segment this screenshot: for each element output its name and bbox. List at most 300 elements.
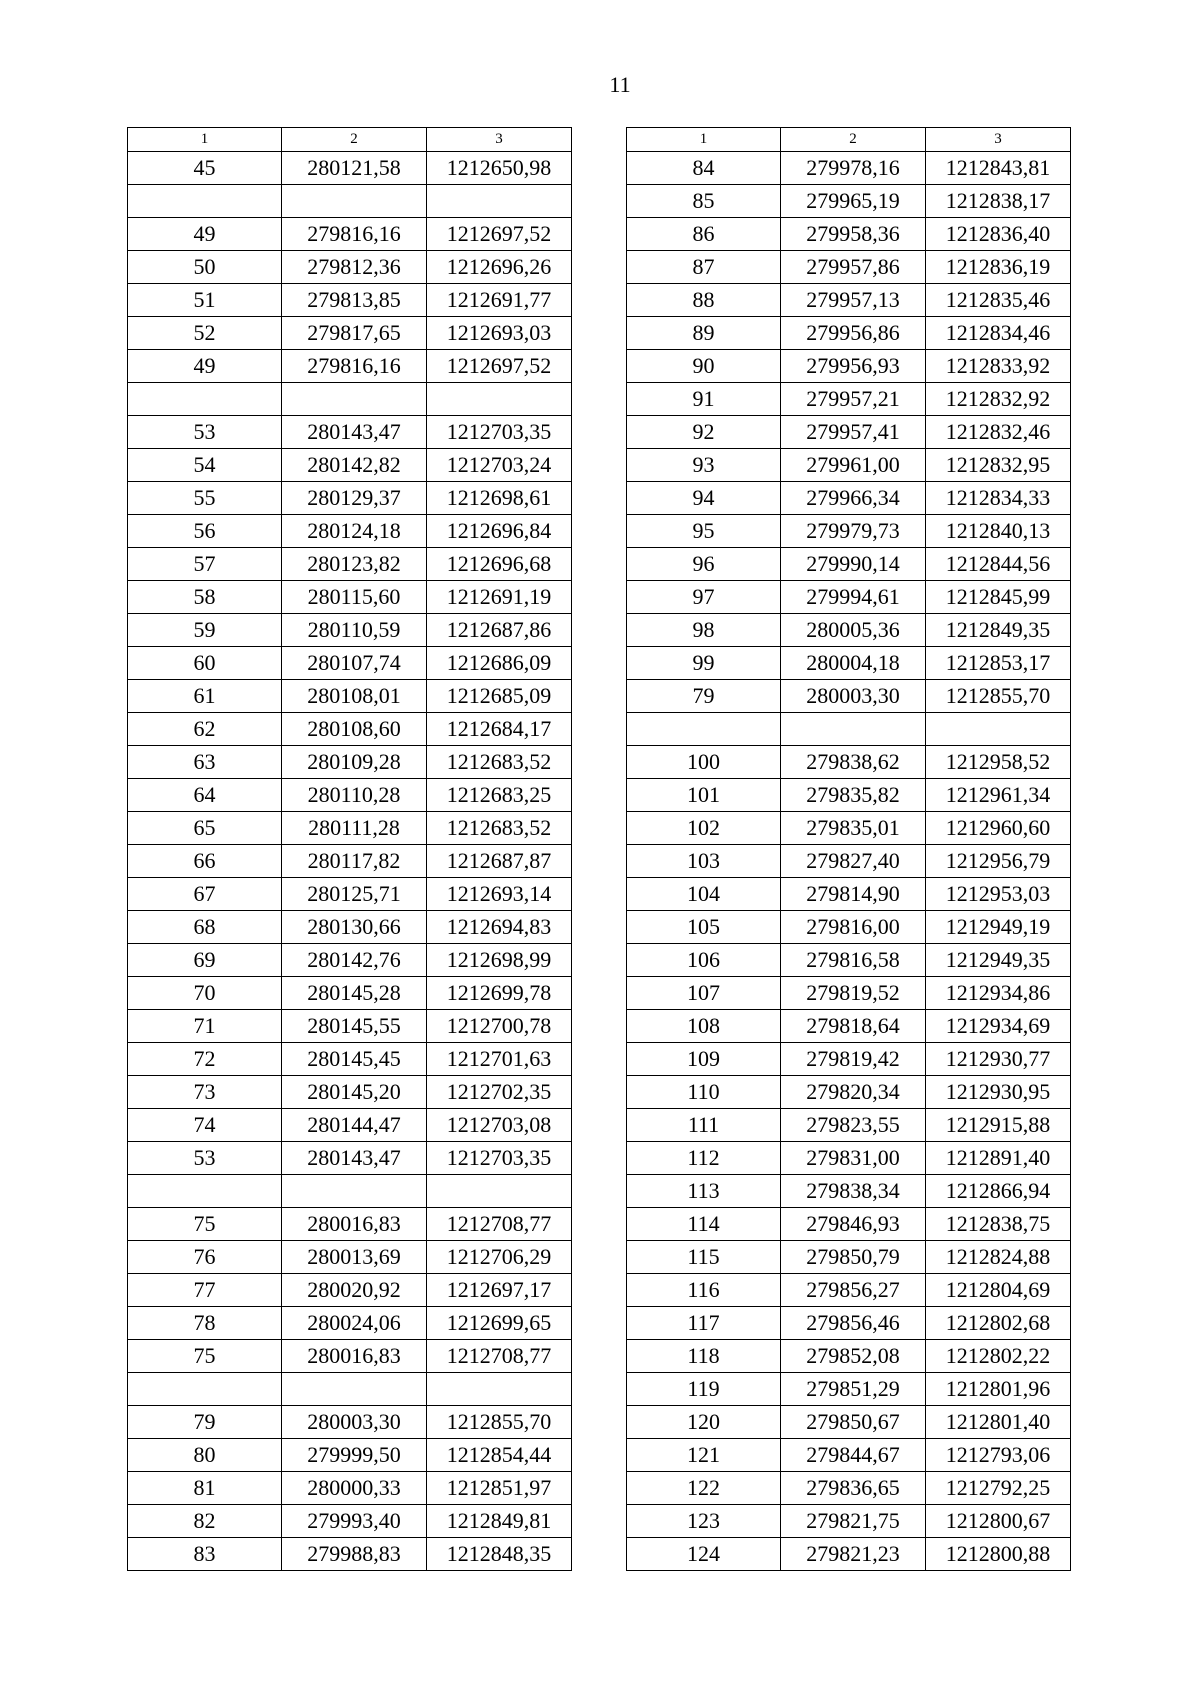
point-number-cell: 58 bbox=[128, 581, 282, 614]
point-number-cell: 52 bbox=[128, 317, 282, 350]
y-coordinate-cell: 1212835,46 bbox=[926, 284, 1071, 317]
table-row bbox=[627, 1241, 1071, 1274]
point-number-cell: 121 bbox=[627, 1439, 781, 1472]
x-coordinate-cell: 280111,28 bbox=[282, 812, 427, 845]
point-number-cell: 78 bbox=[128, 1307, 282, 1340]
x-coordinate-cell: 280110,59 bbox=[282, 614, 427, 647]
x-coordinate-cell: 279856,46 bbox=[781, 1307, 926, 1340]
table-row bbox=[128, 218, 572, 251]
x-coordinate-cell: 279965,19 bbox=[781, 185, 926, 218]
table-row bbox=[128, 449, 572, 482]
x-coordinate-cell: 280109,28 bbox=[282, 746, 427, 779]
x-coordinate-cell: 280125,71 bbox=[282, 878, 427, 911]
point-number-cell: 101 bbox=[627, 779, 781, 812]
x-coordinate-cell: 279838,34 bbox=[781, 1175, 926, 1208]
y-coordinate-cell: 1212800,67 bbox=[926, 1505, 1071, 1538]
page-number: 11 bbox=[609, 72, 631, 97]
table-row bbox=[627, 1538, 1071, 1571]
table-row bbox=[128, 185, 572, 218]
coordinates-table-left bbox=[127, 127, 572, 1571]
y-coordinate-cell: 1212708,77 bbox=[427, 1208, 572, 1241]
y-coordinate-cell: 1212824,88 bbox=[926, 1241, 1071, 1274]
y-coordinate-cell: 1212845,99 bbox=[926, 581, 1071, 614]
y-coordinate-cell: 1212934,86 bbox=[926, 977, 1071, 1010]
point-number-cell: 50 bbox=[128, 251, 282, 284]
point-number-cell bbox=[128, 185, 282, 218]
table-row bbox=[128, 1307, 572, 1340]
y-coordinate-cell: 1212832,46 bbox=[926, 416, 1071, 449]
point-number-cell: 91 bbox=[627, 383, 781, 416]
x-coordinate-cell: 279827,40 bbox=[781, 845, 926, 878]
table-row bbox=[128, 515, 572, 548]
table-row bbox=[128, 977, 572, 1010]
table-row bbox=[128, 284, 572, 317]
point-number-cell: 67 bbox=[128, 878, 282, 911]
y-coordinate-cell: 1212698,61 bbox=[427, 482, 572, 515]
point-number-cell: 75 bbox=[128, 1340, 282, 1373]
y-coordinate-cell: 1212792,25 bbox=[926, 1472, 1071, 1505]
y-coordinate-cell: 1212838,75 bbox=[926, 1208, 1071, 1241]
y-coordinate-cell: 1212685,09 bbox=[427, 680, 572, 713]
point-number-cell: 55 bbox=[128, 482, 282, 515]
table-row bbox=[627, 515, 1071, 548]
table-row bbox=[128, 251, 572, 284]
point-number-cell: 76 bbox=[128, 1241, 282, 1274]
point-number-cell: 69 bbox=[128, 944, 282, 977]
point-number-cell: 53 bbox=[128, 1142, 282, 1175]
y-coordinate-cell: 1212691,19 bbox=[427, 581, 572, 614]
table-row bbox=[627, 1406, 1071, 1439]
point-number-cell: 66 bbox=[128, 845, 282, 878]
x-coordinate-cell: 280115,60 bbox=[282, 581, 427, 614]
table-row bbox=[627, 1109, 1071, 1142]
x-coordinate-cell: 279856,27 bbox=[781, 1274, 926, 1307]
x-coordinate-cell: 279814,90 bbox=[781, 878, 926, 911]
y-coordinate-cell: 1212834,46 bbox=[926, 317, 1071, 350]
x-coordinate-cell: 279988,83 bbox=[282, 1538, 427, 1571]
y-coordinate-cell: 1212843,81 bbox=[926, 152, 1071, 185]
point-number-cell: 96 bbox=[627, 548, 781, 581]
point-number-cell: 92 bbox=[627, 416, 781, 449]
table-row bbox=[128, 1472, 572, 1505]
table-row bbox=[627, 416, 1071, 449]
point-number-cell: 75 bbox=[128, 1208, 282, 1241]
point-number-cell bbox=[128, 383, 282, 416]
table-row bbox=[627, 812, 1071, 845]
x-coordinate-cell: 279994,61 bbox=[781, 581, 926, 614]
x-coordinate-cell: 279831,00 bbox=[781, 1142, 926, 1175]
column-header-point: 1 bbox=[627, 128, 781, 152]
table-row bbox=[627, 713, 1071, 746]
y-coordinate-cell: 1212703,35 bbox=[427, 1142, 572, 1175]
point-number-cell: 102 bbox=[627, 812, 781, 845]
table-row bbox=[627, 1274, 1071, 1307]
y-coordinate-cell: 1212699,65 bbox=[427, 1307, 572, 1340]
table-row bbox=[627, 1010, 1071, 1043]
table-row bbox=[128, 614, 572, 647]
y-coordinate-cell: 1212849,81 bbox=[427, 1505, 572, 1538]
point-number-cell: 56 bbox=[128, 515, 282, 548]
x-coordinate-cell: 280020,92 bbox=[282, 1274, 427, 1307]
x-coordinate-cell: 279990,14 bbox=[781, 548, 926, 581]
table-row bbox=[128, 1340, 572, 1373]
x-coordinate-cell: 279816,16 bbox=[282, 218, 427, 251]
point-number-cell: 68 bbox=[128, 911, 282, 944]
x-coordinate-cell: 280117,82 bbox=[282, 845, 427, 878]
table-row bbox=[627, 1076, 1071, 1109]
table-row bbox=[627, 284, 1071, 317]
x-coordinate-cell: 279966,34 bbox=[781, 482, 926, 515]
y-coordinate-cell: 1212683,52 bbox=[427, 812, 572, 845]
table-row bbox=[128, 845, 572, 878]
point-number-cell: 113 bbox=[627, 1175, 781, 1208]
table-row bbox=[128, 1373, 572, 1406]
y-coordinate-cell: 1212802,22 bbox=[926, 1340, 1071, 1373]
column-header-x: 2 bbox=[282, 128, 427, 152]
y-coordinate-cell: 1212697,52 bbox=[427, 350, 572, 383]
y-coordinate-cell: 1212708,77 bbox=[427, 1340, 572, 1373]
point-number-cell: 63 bbox=[128, 746, 282, 779]
x-coordinate-cell: 279956,93 bbox=[781, 350, 926, 383]
table-row bbox=[627, 1043, 1071, 1076]
table-row bbox=[128, 878, 572, 911]
x-coordinate-cell: 280145,45 bbox=[282, 1043, 427, 1076]
y-coordinate-cell: 1212891,40 bbox=[926, 1142, 1071, 1175]
y-coordinate-cell: 1212702,35 bbox=[427, 1076, 572, 1109]
point-number-cell: 60 bbox=[128, 647, 282, 680]
point-number-cell: 90 bbox=[627, 350, 781, 383]
y-coordinate-cell: 1212699,78 bbox=[427, 977, 572, 1010]
column-header-x: 2 bbox=[781, 128, 926, 152]
x-coordinate-cell: 279835,82 bbox=[781, 779, 926, 812]
point-number-cell: 62 bbox=[128, 713, 282, 746]
point-number-cell: 110 bbox=[627, 1076, 781, 1109]
table-row bbox=[128, 1505, 572, 1538]
x-coordinate-cell: 279817,65 bbox=[282, 317, 427, 350]
point-number-cell: 83 bbox=[128, 1538, 282, 1571]
y-coordinate-cell bbox=[427, 1175, 572, 1208]
y-coordinate-cell: 1212700,78 bbox=[427, 1010, 572, 1043]
y-coordinate-cell: 1212840,13 bbox=[926, 515, 1071, 548]
point-number-cell: 81 bbox=[128, 1472, 282, 1505]
point-number-cell: 100 bbox=[627, 746, 781, 779]
y-coordinate-cell: 1212703,35 bbox=[427, 416, 572, 449]
point-number-cell: 123 bbox=[627, 1505, 781, 1538]
table-row bbox=[627, 185, 1071, 218]
y-coordinate-cell: 1212851,97 bbox=[427, 1472, 572, 1505]
y-coordinate-cell: 1212697,52 bbox=[427, 218, 572, 251]
x-coordinate-cell: 279816,00 bbox=[781, 911, 926, 944]
point-number-cell: 74 bbox=[128, 1109, 282, 1142]
y-coordinate-cell: 1212832,92 bbox=[926, 383, 1071, 416]
table-row bbox=[128, 581, 572, 614]
x-coordinate-cell: 279821,23 bbox=[781, 1538, 926, 1571]
table-row bbox=[627, 449, 1071, 482]
x-coordinate-cell: 279978,16 bbox=[781, 152, 926, 185]
point-number-cell: 82 bbox=[128, 1505, 282, 1538]
x-coordinate-cell: 280110,28 bbox=[282, 779, 427, 812]
table-row bbox=[128, 1043, 572, 1076]
point-number-cell: 70 bbox=[128, 977, 282, 1010]
table-row bbox=[128, 779, 572, 812]
point-number-cell: 124 bbox=[627, 1538, 781, 1571]
y-coordinate-cell: 1212958,52 bbox=[926, 746, 1071, 779]
table-row bbox=[128, 383, 572, 416]
table-row bbox=[627, 1340, 1071, 1373]
y-coordinate-cell: 1212855,70 bbox=[926, 680, 1071, 713]
y-coordinate-cell: 1212961,34 bbox=[926, 779, 1071, 812]
table-row bbox=[627, 152, 1071, 185]
y-coordinate-cell: 1212686,09 bbox=[427, 647, 572, 680]
x-coordinate-cell: 279819,42 bbox=[781, 1043, 926, 1076]
column-header-y: 3 bbox=[926, 128, 1071, 152]
y-coordinate-cell: 1212802,68 bbox=[926, 1307, 1071, 1340]
point-number-cell: 99 bbox=[627, 647, 781, 680]
y-coordinate-cell: 1212855,70 bbox=[427, 1406, 572, 1439]
y-coordinate-cell: 1212934,69 bbox=[926, 1010, 1071, 1043]
table-row bbox=[128, 746, 572, 779]
point-number-cell: 85 bbox=[627, 185, 781, 218]
point-number-cell: 53 bbox=[128, 416, 282, 449]
y-coordinate-cell: 1212697,17 bbox=[427, 1274, 572, 1307]
table-row bbox=[128, 1406, 572, 1439]
table-row bbox=[627, 779, 1071, 812]
point-number-cell: 65 bbox=[128, 812, 282, 845]
x-coordinate-cell: 279957,41 bbox=[781, 416, 926, 449]
point-number-cell: 88 bbox=[627, 284, 781, 317]
point-number-cell: 118 bbox=[627, 1340, 781, 1373]
y-coordinate-cell: 1212866,94 bbox=[926, 1175, 1071, 1208]
point-number-cell: 109 bbox=[627, 1043, 781, 1076]
table-row bbox=[627, 1142, 1071, 1175]
y-coordinate-cell bbox=[926, 713, 1071, 746]
table-row bbox=[128, 1208, 572, 1241]
y-coordinate-cell: 1212698,99 bbox=[427, 944, 572, 977]
y-coordinate-cell: 1212694,83 bbox=[427, 911, 572, 944]
y-coordinate-cell: 1212701,63 bbox=[427, 1043, 572, 1076]
y-coordinate-cell: 1212960,60 bbox=[926, 812, 1071, 845]
point-number-cell: 45 bbox=[128, 152, 282, 185]
table-row bbox=[627, 1373, 1071, 1406]
y-coordinate-cell: 1212683,52 bbox=[427, 746, 572, 779]
table-row bbox=[128, 1109, 572, 1142]
x-coordinate-cell: 280108,60 bbox=[282, 713, 427, 746]
table-row bbox=[128, 548, 572, 581]
x-coordinate-cell: 279844,67 bbox=[781, 1439, 926, 1472]
y-coordinate-cell: 1212804,69 bbox=[926, 1274, 1071, 1307]
x-coordinate-cell: 280144,47 bbox=[282, 1109, 427, 1142]
table-row bbox=[128, 1142, 572, 1175]
point-number-cell bbox=[128, 1175, 282, 1208]
point-number-cell: 98 bbox=[627, 614, 781, 647]
y-coordinate-cell: 1212844,56 bbox=[926, 548, 1071, 581]
table-row bbox=[128, 317, 572, 350]
x-coordinate-cell: 280121,58 bbox=[282, 152, 427, 185]
table-row bbox=[627, 680, 1071, 713]
table-row bbox=[128, 416, 572, 449]
x-coordinate-cell: 280004,18 bbox=[781, 647, 926, 680]
y-coordinate-cell: 1212834,33 bbox=[926, 482, 1071, 515]
x-coordinate-cell: 279957,21 bbox=[781, 383, 926, 416]
table-row bbox=[627, 911, 1071, 944]
point-number-cell: 77 bbox=[128, 1274, 282, 1307]
x-coordinate-cell: 280130,66 bbox=[282, 911, 427, 944]
point-number-cell: 95 bbox=[627, 515, 781, 548]
table-row bbox=[627, 350, 1071, 383]
point-number-cell: 87 bbox=[627, 251, 781, 284]
point-number-cell: 119 bbox=[627, 1373, 781, 1406]
y-coordinate-cell: 1212833,92 bbox=[926, 350, 1071, 383]
table-row bbox=[627, 482, 1071, 515]
point-number-cell: 97 bbox=[627, 581, 781, 614]
x-coordinate-cell: 279852,08 bbox=[781, 1340, 926, 1373]
x-coordinate-cell: 279999,50 bbox=[282, 1439, 427, 1472]
table-row bbox=[627, 614, 1071, 647]
y-coordinate-cell: 1212838,17 bbox=[926, 185, 1071, 218]
table-row bbox=[128, 713, 572, 746]
x-coordinate-cell: 280124,18 bbox=[282, 515, 427, 548]
table-row bbox=[627, 251, 1071, 284]
table-row bbox=[128, 1538, 572, 1571]
y-coordinate-cell: 1212683,25 bbox=[427, 779, 572, 812]
table-row bbox=[627, 977, 1071, 1010]
table-row bbox=[128, 911, 572, 944]
x-coordinate-cell: 279812,36 bbox=[282, 251, 427, 284]
x-coordinate-cell: 279823,55 bbox=[781, 1109, 926, 1142]
x-coordinate-cell: 279850,67 bbox=[781, 1406, 926, 1439]
y-coordinate-cell: 1212956,79 bbox=[926, 845, 1071, 878]
table-row bbox=[627, 746, 1071, 779]
x-coordinate-cell: 280107,74 bbox=[282, 647, 427, 680]
point-number-cell: 73 bbox=[128, 1076, 282, 1109]
x-coordinate-cell: 279957,13 bbox=[781, 284, 926, 317]
table-row bbox=[627, 548, 1071, 581]
x-coordinate-cell: 279838,62 bbox=[781, 746, 926, 779]
x-coordinate-cell: 280145,20 bbox=[282, 1076, 427, 1109]
column-header-point: 1 bbox=[128, 128, 282, 152]
x-coordinate-cell bbox=[282, 1373, 427, 1406]
y-coordinate-cell bbox=[427, 185, 572, 218]
y-coordinate-cell: 1212949,35 bbox=[926, 944, 1071, 977]
x-coordinate-cell: 279816,16 bbox=[282, 350, 427, 383]
table-row bbox=[627, 944, 1071, 977]
y-coordinate-cell: 1212836,40 bbox=[926, 218, 1071, 251]
point-number-cell: 80 bbox=[128, 1439, 282, 1472]
y-coordinate-cell: 1212930,95 bbox=[926, 1076, 1071, 1109]
x-coordinate-cell: 279835,01 bbox=[781, 812, 926, 845]
table-row bbox=[627, 1175, 1071, 1208]
table-header-row bbox=[627, 128, 1071, 152]
x-coordinate-cell: 280013,69 bbox=[282, 1241, 427, 1274]
y-coordinate-cell: 1212703,24 bbox=[427, 449, 572, 482]
y-coordinate-cell: 1212801,96 bbox=[926, 1373, 1071, 1406]
point-number-cell: 49 bbox=[128, 218, 282, 251]
table-row bbox=[627, 581, 1071, 614]
table-row bbox=[627, 1208, 1071, 1241]
x-coordinate-cell: 280123,82 bbox=[282, 548, 427, 581]
y-coordinate-cell: 1212953,03 bbox=[926, 878, 1071, 911]
table-row bbox=[128, 152, 572, 185]
table-row bbox=[128, 350, 572, 383]
y-coordinate-cell: 1212832,95 bbox=[926, 449, 1071, 482]
point-number-cell bbox=[627, 713, 781, 746]
x-coordinate-cell: 280000,33 bbox=[282, 1472, 427, 1505]
point-number-cell: 114 bbox=[627, 1208, 781, 1241]
x-coordinate-cell bbox=[282, 383, 427, 416]
y-coordinate-cell: 1212703,08 bbox=[427, 1109, 572, 1142]
point-number-cell: 112 bbox=[627, 1142, 781, 1175]
point-number-cell: 72 bbox=[128, 1043, 282, 1076]
point-number-cell: 93 bbox=[627, 449, 781, 482]
table-row bbox=[128, 1175, 572, 1208]
table-row bbox=[627, 383, 1071, 416]
point-number-cell: 86 bbox=[627, 218, 781, 251]
x-coordinate-cell: 279820,34 bbox=[781, 1076, 926, 1109]
point-number-cell: 59 bbox=[128, 614, 282, 647]
x-coordinate-cell bbox=[282, 1175, 427, 1208]
point-number-cell: 64 bbox=[128, 779, 282, 812]
x-coordinate-cell: 280024,06 bbox=[282, 1307, 427, 1340]
x-coordinate-cell: 279956,86 bbox=[781, 317, 926, 350]
y-coordinate-cell: 1212687,86 bbox=[427, 614, 572, 647]
point-number-cell: 105 bbox=[627, 911, 781, 944]
point-number-cell: 115 bbox=[627, 1241, 781, 1274]
table-header-row bbox=[128, 128, 572, 152]
x-coordinate-cell: 279819,52 bbox=[781, 977, 926, 1010]
x-coordinate-cell: 279821,75 bbox=[781, 1505, 926, 1538]
table-row bbox=[627, 647, 1071, 680]
table-row bbox=[627, 878, 1071, 911]
y-coordinate-cell: 1212696,26 bbox=[427, 251, 572, 284]
point-number-cell: 106 bbox=[627, 944, 781, 977]
table-row bbox=[128, 1010, 572, 1043]
point-number-cell: 79 bbox=[128, 1406, 282, 1439]
x-coordinate-cell: 279979,73 bbox=[781, 515, 926, 548]
x-coordinate-cell: 280003,30 bbox=[282, 1406, 427, 1439]
table-row bbox=[128, 1241, 572, 1274]
x-coordinate-cell: 279850,79 bbox=[781, 1241, 926, 1274]
table-row bbox=[627, 1472, 1071, 1505]
table-row bbox=[627, 1439, 1071, 1472]
x-coordinate-cell: 279958,36 bbox=[781, 218, 926, 251]
x-coordinate-cell: 280145,55 bbox=[282, 1010, 427, 1043]
x-coordinate-cell: 279818,64 bbox=[781, 1010, 926, 1043]
x-coordinate-cell: 280016,83 bbox=[282, 1340, 427, 1373]
point-number-cell: 84 bbox=[627, 152, 781, 185]
table-row bbox=[128, 647, 572, 680]
point-number-cell: 122 bbox=[627, 1472, 781, 1505]
x-coordinate-cell: 280143,47 bbox=[282, 1142, 427, 1175]
point-number-cell: 61 bbox=[128, 680, 282, 713]
point-number-cell: 116 bbox=[627, 1274, 781, 1307]
table-row bbox=[128, 680, 572, 713]
y-coordinate-cell: 1212650,98 bbox=[427, 152, 572, 185]
table-row bbox=[128, 812, 572, 845]
y-coordinate-cell: 1212684,17 bbox=[427, 713, 572, 746]
y-coordinate-cell: 1212693,03 bbox=[427, 317, 572, 350]
x-coordinate-cell: 279993,40 bbox=[282, 1505, 427, 1538]
table-row bbox=[627, 317, 1071, 350]
point-number-cell: 89 bbox=[627, 317, 781, 350]
point-number-cell: 94 bbox=[627, 482, 781, 515]
x-coordinate-cell: 279957,86 bbox=[781, 251, 926, 284]
x-coordinate-cell: 280003,30 bbox=[781, 680, 926, 713]
point-number-cell: 108 bbox=[627, 1010, 781, 1043]
column-header-y: 3 bbox=[427, 128, 572, 152]
point-number-cell: 107 bbox=[627, 977, 781, 1010]
y-coordinate-cell: 1212696,84 bbox=[427, 515, 572, 548]
y-coordinate-cell: 1212706,29 bbox=[427, 1241, 572, 1274]
